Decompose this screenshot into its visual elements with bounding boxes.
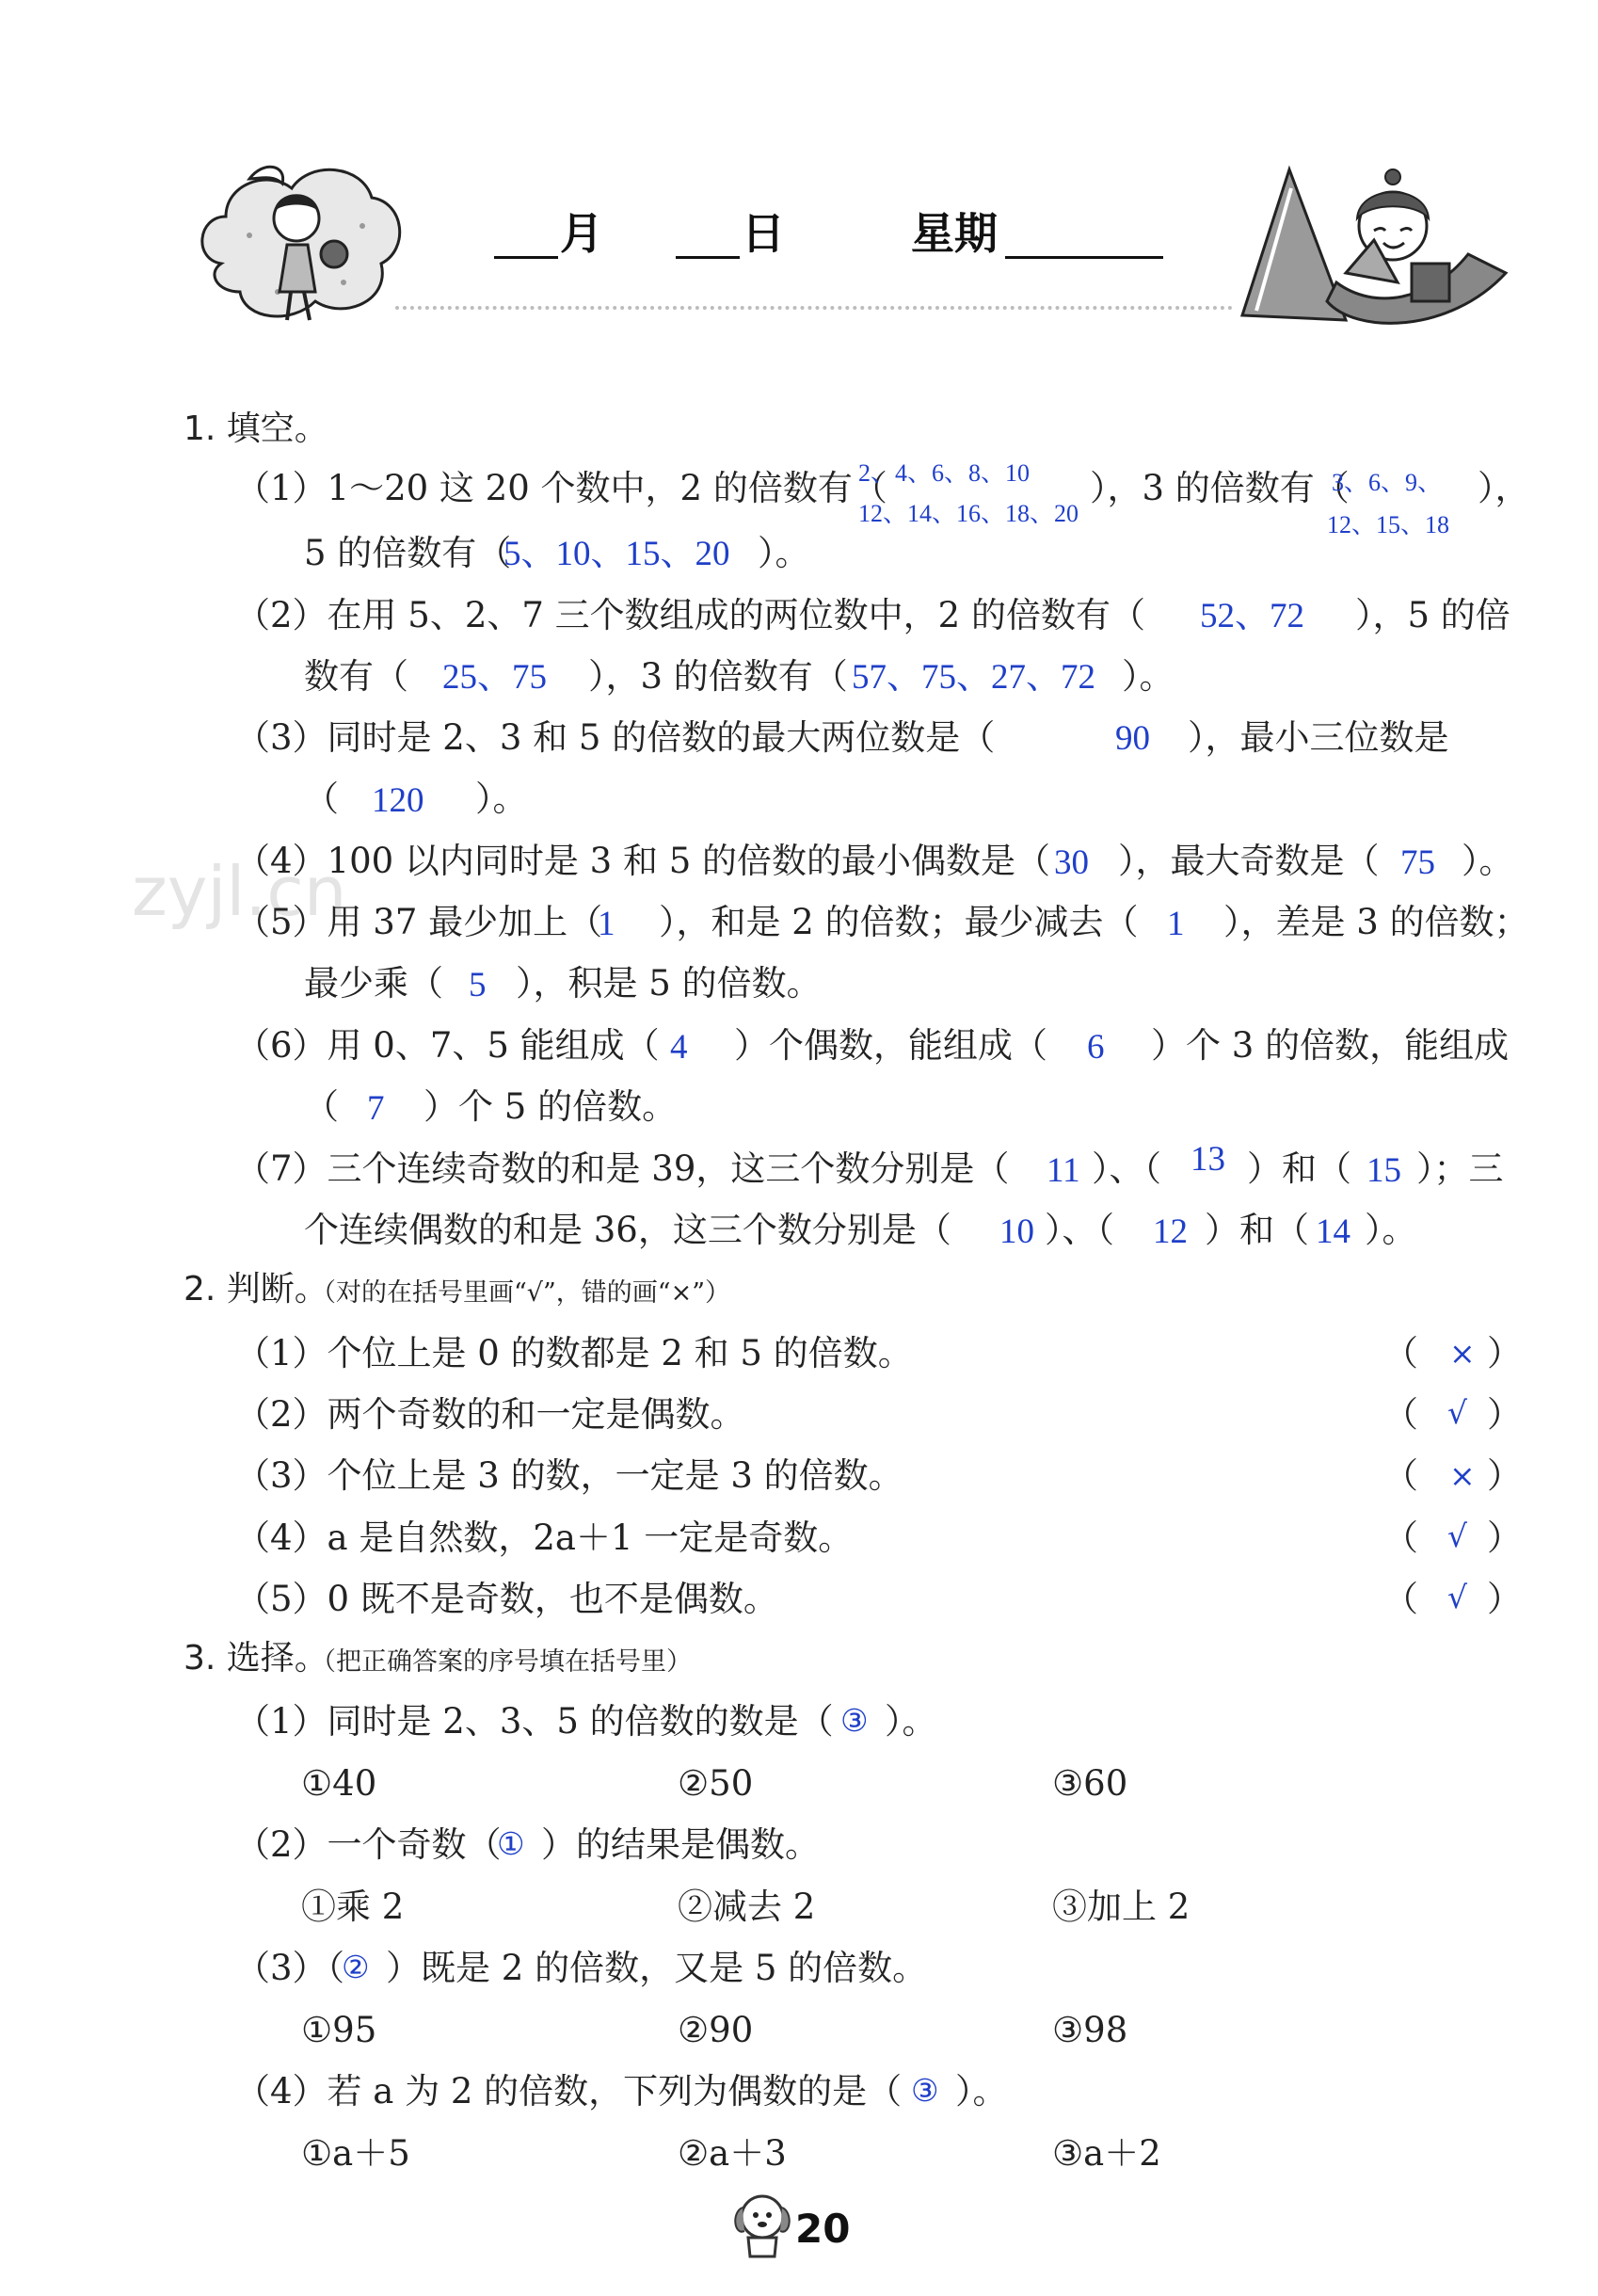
judge-item-1: （1）个位上是 0 的数都是 2 和 5 的倍数。 xyxy=(235,1333,913,1373)
q3-line1-text: （3）同时是 2、3 和 5 的倍数的最大两位数是（ xyxy=(235,717,996,758)
q5-answer3: 5 xyxy=(469,966,487,1004)
q7-line2-mid2-text: ）和（ xyxy=(1205,1210,1309,1250)
q2-line1-end-text: ），5 的倍 xyxy=(1355,595,1510,635)
q7-answer2: 13 xyxy=(1191,1140,1225,1179)
choice-q4-option-1: ①a＋5 xyxy=(301,2133,410,2174)
choice-q2-option-3: ③加上 2 xyxy=(1052,1887,1191,1927)
q7-answer3: 15 xyxy=(1366,1151,1401,1190)
q7-line1-mid2-text: ）和（ xyxy=(1247,1148,1351,1189)
q5-line1-text: （5）用 37 最少加上（ xyxy=(235,902,603,942)
weekday-blank-line xyxy=(1005,256,1163,259)
choice-q2-text: （2）一个奇数（ xyxy=(235,1824,502,1865)
section-3-note: （把正确答案的序号填在括号里） xyxy=(311,1647,692,1677)
q6-answer3: 7 xyxy=(367,1089,385,1128)
month-blank-line xyxy=(494,256,558,259)
judge-item-4-mark: √ xyxy=(1447,1517,1468,1554)
choice-q4-option-3: ③a＋2 xyxy=(1052,2133,1161,2174)
q2-line2-end-text: ）。 xyxy=(1122,656,1175,697)
choice-q3-end-text: ）既是 2 的倍数，又是 5 的倍数。 xyxy=(386,1948,928,1988)
judge-item-5: （5）0 既不是奇数，也不是偶数。 xyxy=(235,1579,778,1619)
q3-line1-end-text: ），最小三位数是 xyxy=(1188,717,1449,758)
choice-q2-option-1: ①乘 2 xyxy=(301,1887,405,1927)
q4-end-text: ）。 xyxy=(1462,841,1514,881)
q1-answer1-row2: 12、14、16、18、20 xyxy=(858,500,1079,527)
judge-item-1-lparen: （ xyxy=(1383,1333,1418,1373)
judge-item-4-lparen: （ xyxy=(1383,1517,1418,1558)
choice-q2-end-text: ）的结果是偶数。 xyxy=(541,1824,820,1865)
q6-answer1: 4 xyxy=(670,1028,688,1067)
girl-on-cloud-illustration xyxy=(193,151,409,334)
judge-item-1-mark: × xyxy=(1449,1335,1476,1372)
section-3-title: 3. 选择。 xyxy=(184,1639,328,1678)
judge-item-2-lparen: （ xyxy=(1383,1394,1418,1435)
judge-item-5-lparen: （ xyxy=(1383,1579,1418,1619)
q4-answer1: 30 xyxy=(1054,843,1089,882)
choice-q1-option-3: ③60 xyxy=(1052,1763,1128,1804)
q7-line2-text: 个连续偶数的和是 36，这三个数分别是（ xyxy=(304,1210,951,1250)
q5-line2-end-text: ），积是 5 的倍数。 xyxy=(516,963,822,1003)
q3-answer2: 120 xyxy=(372,781,424,820)
q5-line1-end-text: ），差是 3 的倍数； xyxy=(1223,902,1529,942)
q7-line2-mid1-text: ）、（ xyxy=(1045,1210,1114,1250)
judge-item-3-mark: × xyxy=(1449,1457,1476,1494)
q4-text: （4）100 以内同时是 3 和 5 的倍数的最小偶数是（ xyxy=(235,841,1051,881)
q7-line2-end-text: ）。 xyxy=(1365,1210,1417,1250)
q2-line2-mid-text: ），3 的倍数有（ xyxy=(588,656,848,697)
q5-answer2: 1 xyxy=(1167,905,1185,943)
q4-answer2: 75 xyxy=(1400,843,1435,882)
judge-item-3-lparen: （ xyxy=(1383,1455,1418,1496)
puppy-icon xyxy=(729,2189,795,2264)
q6-line1-mid-text: ）个偶数，能组成（ xyxy=(734,1025,1047,1066)
q7-line1-text: （7）三个连续奇数的和是 39，这三个数分别是（ xyxy=(235,1148,1010,1189)
choice-q4-end-text: ）。 xyxy=(955,2071,1008,2111)
choice-q1-answer: ③ xyxy=(840,1702,869,1739)
q4-mid-text: ），最大奇数是（ xyxy=(1118,841,1380,881)
choice-q3-text: （3）（ xyxy=(235,1948,345,1988)
q1-answer2-row1: 3、6、9、 xyxy=(1332,469,1443,496)
q2-answer2: 25、75 xyxy=(442,658,547,697)
judge-item-4: （4）a 是自然数，2a＋1 一定是奇数。 xyxy=(235,1517,854,1558)
section-1-title: 1. 填空。 xyxy=(184,409,328,448)
choice-q4-text: （4）若 a 为 2 的倍数，下列为偶数的是（ xyxy=(235,2071,903,2111)
judge-item-1-rparen: ） xyxy=(1487,1333,1522,1373)
q1-answer3: 5、10、15、20 xyxy=(503,535,730,573)
choice-q2-answer: ① xyxy=(497,1825,525,1862)
q7-answer6: 14 xyxy=(1316,1212,1350,1251)
section-2-title: 2. 判断。 xyxy=(184,1270,328,1309)
q7-line1-mid1-text: ）、（ xyxy=(1092,1148,1161,1189)
q5-line2-text: 最少乘（ xyxy=(304,963,443,1003)
q6-answer2: 6 xyxy=(1087,1028,1105,1067)
judge-item-4-rparen: ） xyxy=(1487,1517,1522,1558)
q1-answer1-row1: 2、4、6、8、10 xyxy=(858,459,1031,487)
q1-line1-end-text: ）， xyxy=(1478,468,1530,508)
watermark-text: zyjl.cn xyxy=(132,852,347,931)
q3-line2-end-text: ）。 xyxy=(475,779,528,819)
judge-item-3-rparen: ） xyxy=(1487,1455,1522,1496)
q6-line2-text: （ xyxy=(304,1086,339,1127)
q7-line1-end-text: ）；三 xyxy=(1416,1148,1504,1189)
judge-item-5-rparen: ） xyxy=(1487,1579,1522,1619)
day-blank-line xyxy=(676,256,740,259)
q1-line1-text: （1）1～20 这 20 个数中，2 的倍数有（ xyxy=(235,468,887,508)
month-label: 月 xyxy=(560,208,603,259)
choice-q3-answer: ② xyxy=(342,1949,370,1985)
q7-answer4: 10 xyxy=(999,1212,1034,1251)
weekday-label: 星期 xyxy=(911,208,998,259)
choice-q4-answer: ③ xyxy=(911,2072,939,2109)
choice-q1-option-2: ②50 xyxy=(678,1763,754,1804)
choice-q2-option-2: ②减去 2 xyxy=(678,1887,816,1927)
judge-item-2-mark: √ xyxy=(1447,1394,1468,1431)
section-2-note: （对的在括号里画“√”，错的画“×”） xyxy=(311,1278,731,1308)
q6-line1-end-text: ）个 3 的倍数，能组成 xyxy=(1151,1025,1510,1066)
judge-item-2-rparen: ） xyxy=(1487,1394,1522,1435)
q1-line1-mid-text: ），3 的倍数有（ xyxy=(1090,468,1350,508)
q3-answer1: 90 xyxy=(1115,719,1150,758)
q6-line2-end-text: ）个 5 的倍数。 xyxy=(423,1086,678,1127)
q3-line2-text: （ xyxy=(304,779,339,819)
day-label: 日 xyxy=(742,208,785,259)
q7-answer5: 12 xyxy=(1153,1212,1188,1251)
judge-item-2: （2）两个奇数的和一定是偶数。 xyxy=(235,1394,745,1435)
choice-q4-option-2: ②a＋3 xyxy=(678,2133,787,2174)
q1-line2-text: 5 的倍数有（ xyxy=(304,533,512,573)
girl-with-watermelon-illustration xyxy=(1233,160,1515,334)
q2-answer1: 52、72 xyxy=(1200,597,1304,635)
q2-answer3: 57、75、27、72 xyxy=(852,658,1095,697)
choice-q1-text: （1）同时是 2、3、5 的倍数的数是（ xyxy=(235,1701,834,1742)
choice-q3-option-1: ①95 xyxy=(301,2010,377,2050)
q6-line1-text: （6）用 0、7、5 能组成（ xyxy=(235,1025,660,1066)
choice-q3-option-3: ③98 xyxy=(1052,2010,1128,2050)
choice-q3-option-2: ②90 xyxy=(678,2010,754,2050)
q5-line1-mid-text: ），和是 2 的倍数；最少减去（ xyxy=(659,902,1139,942)
q5-answer1: 1 xyxy=(598,905,615,943)
q2-line2-text: 数有（ xyxy=(304,656,408,697)
judge-item-5-mark: √ xyxy=(1447,1579,1468,1615)
judge-item-3: （3）个位上是 3 的数，一定是 3 的倍数。 xyxy=(235,1455,903,1496)
choice-q1-end-text: ）。 xyxy=(885,1701,937,1742)
q1-answer2-row2: 12、15、18 xyxy=(1327,511,1450,538)
page-number: 20 xyxy=(795,2206,851,2252)
choice-q1-option-1: ①40 xyxy=(301,1763,377,1804)
q2-line1-text: （2）在用 5、2、7 三个数组成的两位数中，2 的倍数有（ xyxy=(235,595,1145,635)
header-dotted-divider xyxy=(395,306,1233,310)
q7-answer1: 11 xyxy=(1047,1151,1080,1190)
q1-line2-end-text: ）。 xyxy=(758,533,810,573)
